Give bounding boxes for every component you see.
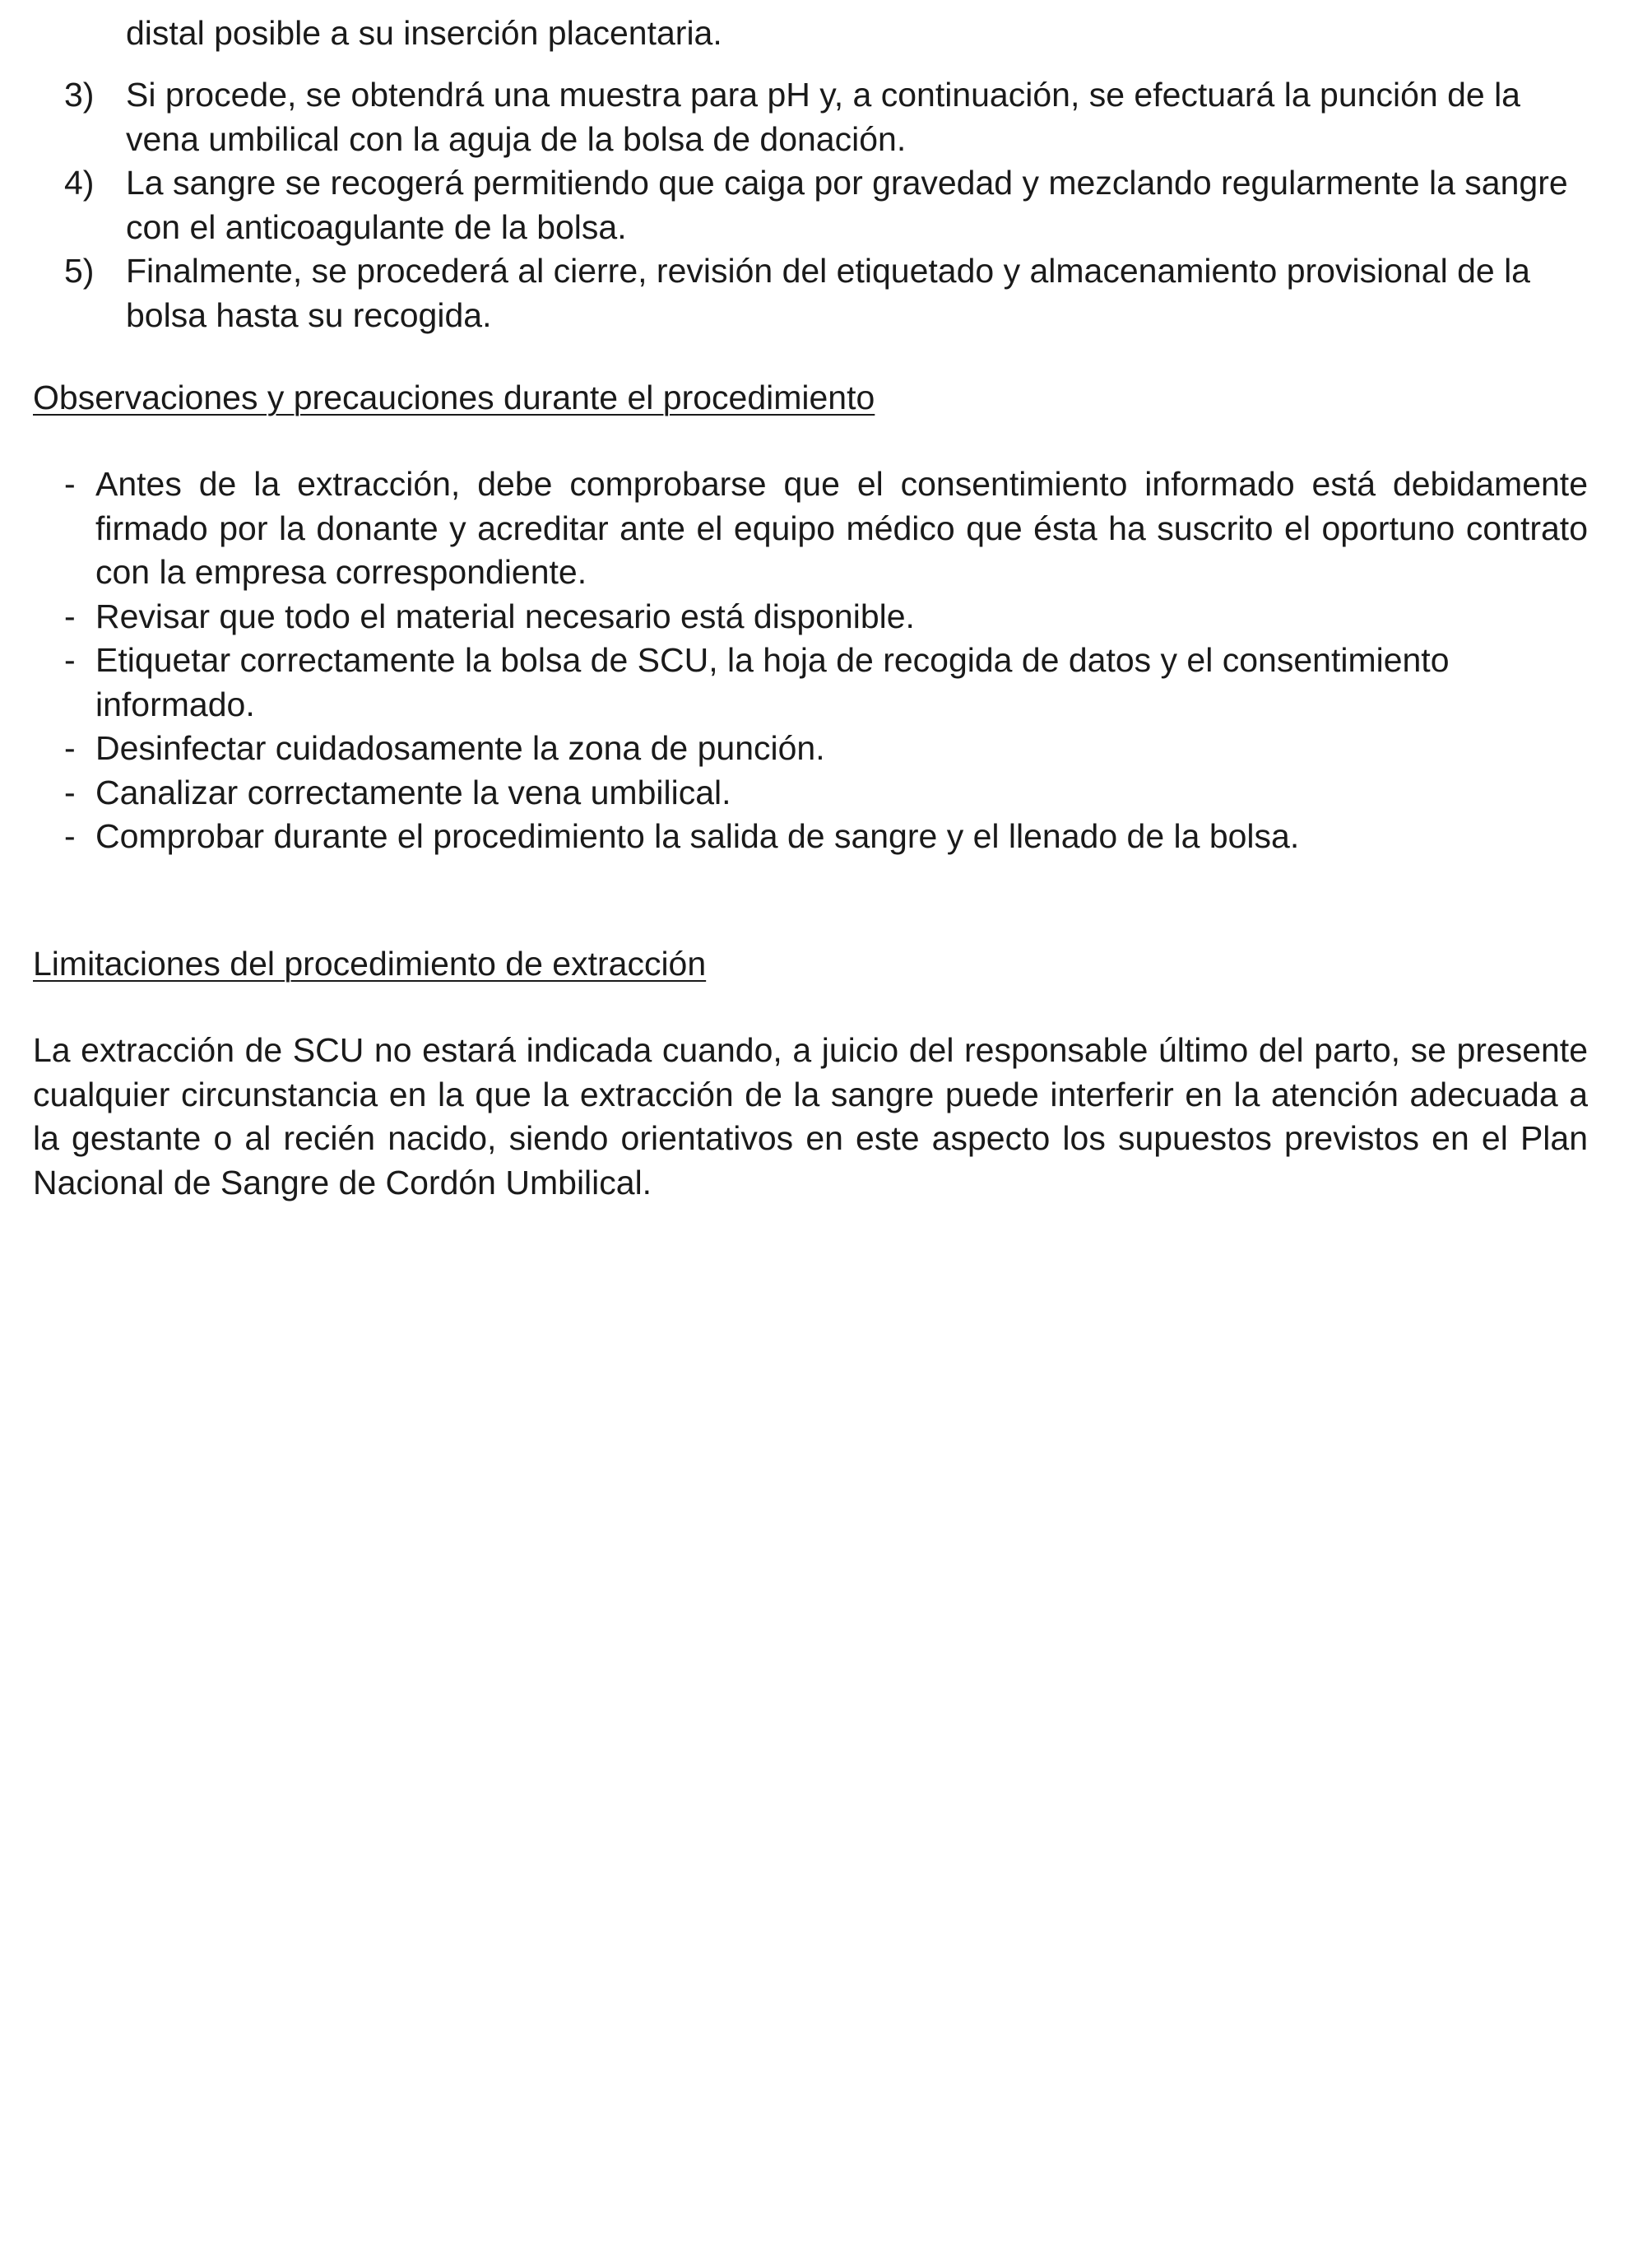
list-item	[64, 639, 1588, 727]
precaution-text: Canalizar correctamente la vena umbilical.	[95, 773, 731, 811]
list-item	[64, 73, 1596, 161]
precaution-text: Desinfectar cuidadosamente la zona de punción.	[95, 729, 825, 767]
dash-marker: -	[64, 773, 76, 811]
step-text: Si procede, se obtendrá una muestra para pH y, a continuación, se efectuará la punción de la vena umbilical con la aguja de la bolsa de donación.	[126, 76, 1520, 158]
numbered-steps-list	[64, 73, 1596, 337]
step-text: Finalmente, se procederá al cierre, revisión del etiquetado y almacenamiento provisional de la bolsa hasta su recogida.	[126, 252, 1530, 334]
step-text: La sangre se recogerá permitiendo que caiga por gravedad y mezclando regularmente la sangre con el anticoagulante de la bolsa.	[126, 164, 1568, 246]
section-heading-observaciones: Observaciones y precauciones durante el procedimiento	[33, 379, 875, 416]
limitaciones-paragraph: La extracción de SCU no estará indicada cuando, a juicio del responsable último del parto, se presente cualquier circunstancia en la que la extracción de la sangre puede interferir en la atención adecuada a la gestante o al recién nacido, siendo orientativos en este aspecto los supuestos previstos en el Plan Nacional de Sangre de Cordón Umbilical.	[33, 1031, 1588, 1201]
dash-marker: -	[64, 817, 76, 855]
step-number: 4)	[64, 164, 95, 202]
dash-marker: -	[64, 465, 76, 503]
step-number: 5)	[64, 252, 95, 290]
dash-marker: -	[64, 729, 76, 767]
list-item	[64, 462, 1588, 595]
precaution-text: Etiquetar correctamente la bolsa de SCU, la hoja de recogida de datos y el consentimiento informado.	[95, 641, 1450, 723]
dash-marker: -	[64, 641, 76, 679]
list-item	[64, 815, 1588, 859]
step-number: 3)	[64, 76, 95, 114]
list-item	[64, 595, 1588, 639]
section-heading-limitaciones: Limitaciones del procedimiento de extracción	[33, 945, 707, 983]
continuation-line: distal posible a su inserción placentaria.	[126, 14, 722, 52]
list-item	[64, 161, 1596, 249]
list-item	[64, 249, 1596, 337]
list-item	[64, 771, 1588, 816]
precaution-text: Antes de la extracción, debe comprobarse que el consentimiento informado está debidamente firmado por la donante y acreditar ante el equipo médico que ésta ha suscrito el oportuno contrato con la empresa correspondiente.	[95, 465, 1588, 591]
precaution-text: Revisar que todo el material necesario está disponible.	[95, 597, 915, 635]
dash-marker: -	[64, 597, 76, 635]
list-item	[64, 727, 1588, 771]
precautions-list	[64, 462, 1588, 859]
precaution-text: Comprobar durante el procedimiento la salida de sangre y el llenado de la bolsa.	[95, 817, 1300, 855]
